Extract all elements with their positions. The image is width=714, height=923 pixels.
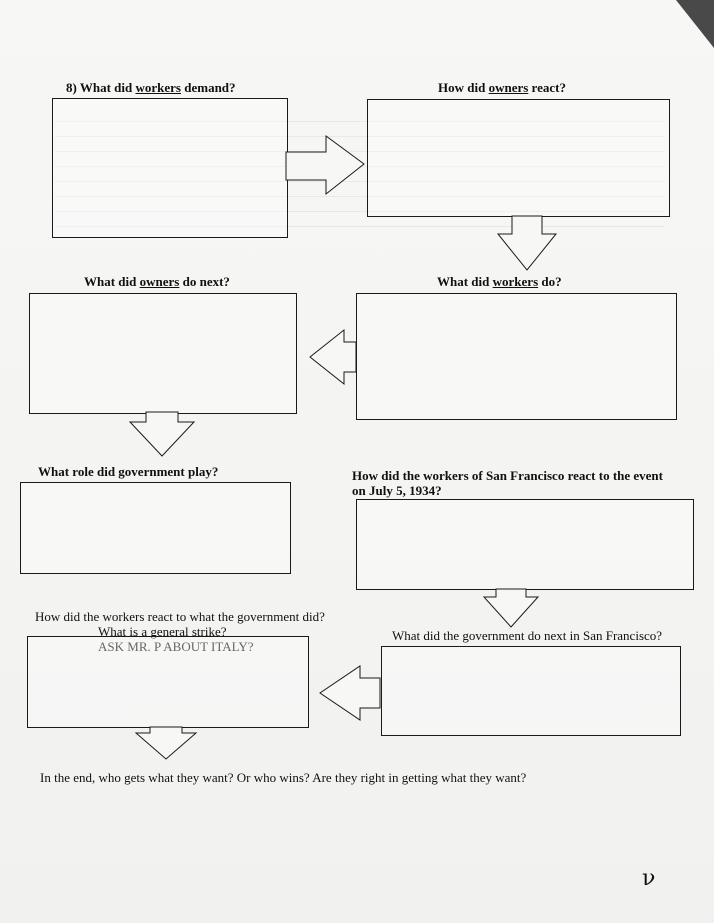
question-workers-demand	[66, 80, 236, 95]
question-underlined: owners	[139, 274, 180, 289]
question-sf-workers-react-date: on July 5, 1934?	[352, 483, 442, 498]
question-underlined: workers	[492, 274, 539, 289]
question-text: do?	[538, 274, 562, 289]
note-ask-mr-p: ASK MR. P ABOUT ITALY?	[98, 639, 254, 654]
arrow-down-icon	[130, 412, 196, 458]
note-general-strike: What is a general strike?	[98, 624, 227, 639]
answer-box-government-role[interactable]	[20, 482, 291, 574]
question-sf-workers-react: How did the workers of San Francisco react to the event	[352, 468, 663, 483]
arrow-down-icon	[484, 589, 540, 629]
answer-box-owners-react[interactable]	[367, 99, 670, 217]
question-underlined: workers	[135, 80, 181, 95]
question-underlined: owners	[488, 80, 529, 95]
question-government-role: What role did government play?	[38, 464, 219, 479]
question-text: do next?	[179, 274, 230, 289]
question-text: react?	[528, 80, 566, 95]
arrow-down-icon	[498, 216, 558, 272]
answer-box-workers-demand[interactable]	[52, 98, 288, 238]
question-text: What did	[84, 274, 140, 289]
question-workers-do	[437, 274, 562, 289]
question-text: demand?	[181, 80, 236, 95]
arrow-left-icon	[310, 328, 360, 386]
handwritten-mark: ν	[642, 866, 656, 891]
question-text: What did	[437, 274, 493, 289]
arrow-right-icon	[286, 136, 366, 196]
final-question: In the end, who gets what they want? Or who wins? Are they right in getting what they want?	[40, 770, 527, 785]
question-number: 8)	[66, 80, 80, 95]
answer-box-government-next[interactable]	[381, 646, 681, 736]
question-workers-react-government: How did the workers react to what the government did?	[35, 609, 325, 624]
folded-corner	[676, 0, 714, 48]
answer-box-workers-do[interactable]	[356, 293, 677, 420]
question-text: How did	[438, 80, 489, 95]
answer-box-sf-workers-react[interactable]	[356, 499, 694, 590]
question-government-next: What did the government do next in San Francisco?	[392, 628, 663, 643]
question-text: What did	[79, 80, 136, 95]
answer-box-workers-react-government[interactable]	[27, 636, 309, 728]
question-owners-next	[84, 274, 230, 289]
answer-box-owners-next[interactable]	[29, 293, 297, 414]
question-owners-react	[438, 80, 566, 95]
arrow-down-icon	[136, 727, 198, 761]
arrow-left-icon	[320, 664, 382, 722]
